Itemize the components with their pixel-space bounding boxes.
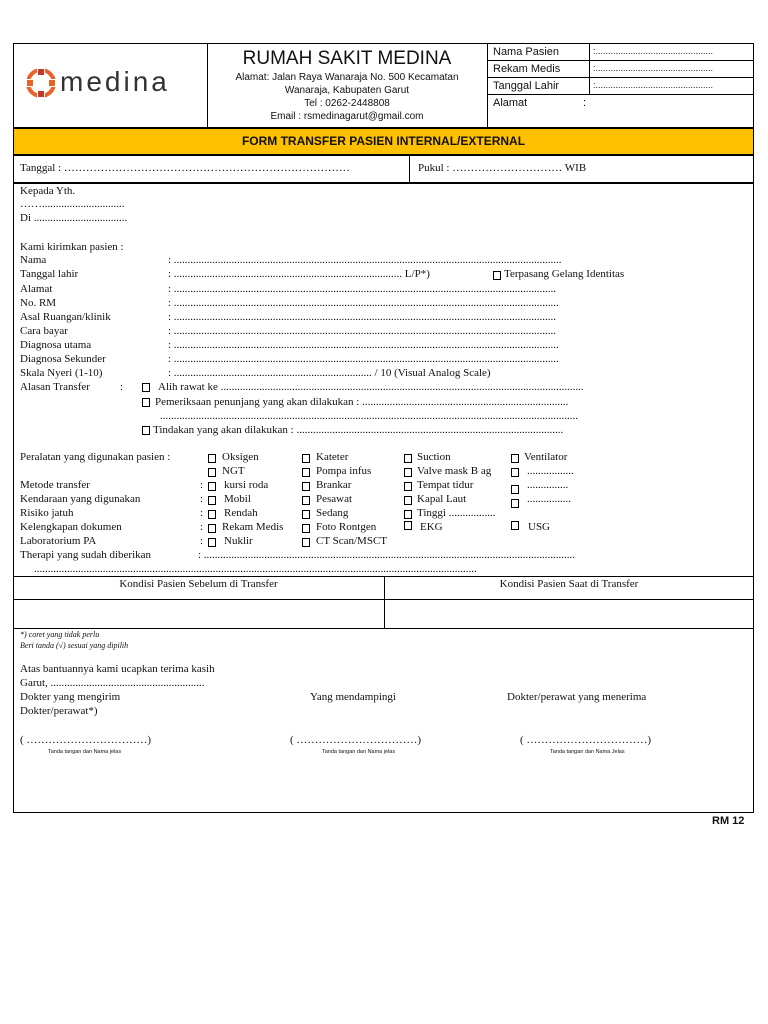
hospital-name: RUMAH SAKIT MEDINA (242, 48, 452, 69)
pemeriksaan-checkbox[interactable] (142, 398, 150, 407)
other-vehicle-checkbox[interactable] (511, 499, 519, 508)
therapy-line[interactable]: ................................................................................................................................................................. (34, 563, 477, 575)
suction-checkbox[interactable] (404, 454, 412, 463)
field-label-alamat: Alamat (20, 283, 53, 295)
pesawat-checkbox[interactable] (302, 496, 310, 505)
sender-doctor-label: Dokter yang mengirim (20, 691, 121, 703)
tindakan-checkbox[interactable] (142, 426, 150, 435)
kateter-label: Kateter (316, 451, 349, 463)
rekam-medis-checkbox[interactable] (208, 524, 216, 533)
alih-rawat-field[interactable]: Alih rawat ke .................................................................................................................................... (158, 381, 584, 393)
recipient-label: Kepada Yth. (20, 185, 76, 197)
ventilator-checkbox[interactable] (511, 454, 519, 463)
ct-scan-label: CT Scan/MSCT (316, 535, 388, 547)
other-equipment-field[interactable]: ................. (527, 465, 574, 477)
recipient-location[interactable]: Di .................................. (20, 212, 128, 224)
rekam-medis-label: Rekam Medis (222, 521, 284, 533)
valve-mask-checkbox[interactable] (404, 468, 412, 477)
pompa-infus-label: Pompa infus (316, 465, 372, 477)
tindakan-field[interactable]: Tindakan yang akan dilakukan : ................................................................................................. (153, 424, 564, 436)
pemeriksaan-line[interactable]: ........................................................................................................................................................ (160, 410, 578, 422)
foto-rontgen-label: Foto Rontgen (316, 521, 377, 533)
sedang-checkbox[interactable] (302, 510, 310, 519)
kapal-laut-label: Kapal Laut (417, 493, 467, 505)
hospital-logo (24, 66, 194, 100)
field-value-skala-nyeri[interactable]: : ........................................................................ / 10 (Visual Analog Scale) (168, 367, 491, 379)
field-label-diagnosa-sekunder: Diagnosa Sekunder (20, 353, 106, 365)
fall-risk-colon: : (200, 507, 204, 519)
mobil-label: Mobil (224, 493, 251, 505)
sender-signature-field[interactable]: ( ……………………………) (20, 734, 152, 746)
ngt-checkbox[interactable] (208, 468, 216, 477)
transfer-method-colon: : (200, 479, 204, 491)
tempat-tidur-label: Tempat tidur (417, 479, 474, 491)
laboratory-label: Laboratorium PA (20, 535, 97, 547)
documents-colon: : (200, 521, 204, 533)
form-title: FORM TRANSFER PASIEN INTERNAL/EXTERNAL (241, 134, 526, 148)
medical-record-label: Rekam Medis (493, 63, 561, 75)
field-label-nama: Nama (20, 254, 47, 266)
nuklir-checkbox[interactable] (208, 538, 216, 547)
birth-date-value[interactable]: :............................................... (593, 80, 714, 90)
condition-before-header: Kondisi Pasien Sebelum di Transfer (119, 578, 278, 590)
mobil-checkbox[interactable] (208, 496, 216, 505)
field-value-alamat[interactable]: : ........................................................................................................................................... (168, 283, 557, 295)
condition-during-header: Kondisi Pasien Saat di Transfer (499, 578, 639, 590)
companion-signature-field[interactable]: ( ……………………………) (290, 734, 422, 746)
oksigen-label: Oksigen (222, 451, 259, 463)
field-label-diagnosa-utama: Diagnosa utama (20, 339, 92, 351)
companion-signature-caption: Tanda tangan dan Nama jelas (322, 749, 396, 755)
time-field[interactable]: Pukul : ………………………… WIB (418, 162, 587, 174)
sender-signature-caption: Tanda tangan dan Nama jelas (48, 749, 122, 755)
field-label-cara-bayar: Cara bayar (20, 325, 68, 337)
oksigen-checkbox[interactable] (208, 454, 216, 463)
field-value-diagnosa-sekunder[interactable]: : ............................................................................................................................................ (168, 353, 559, 365)
birth-date-label: Tanggal Lahir (493, 80, 560, 92)
transfer-method-label: Metode transfer (20, 479, 90, 491)
medical-record-value[interactable]: :............................................... (593, 63, 714, 73)
other-method-checkbox[interactable] (511, 485, 519, 494)
pompa-infus-checkbox[interactable] (302, 468, 310, 477)
field-label-skala-nyeri: Skala Nyeri (1-10) (20, 367, 103, 379)
transfer-reason-label: Alasan Transfer (20, 381, 90, 393)
sedang-label: Sedang (316, 507, 349, 519)
kursi-roda-label: kursi roda (224, 479, 269, 491)
vehicle-label: Kendaraan yang digunakan (20, 493, 141, 505)
brankar-checkbox[interactable] (302, 482, 310, 491)
usg-label: USG (528, 521, 551, 533)
address-line2: Wanaraja, Kabupaten Garut (284, 85, 410, 96)
note-coret: *) coret yang tidak perlu (20, 630, 100, 639)
therapy-field[interactable]: : ....................................................................................................................................... (198, 549, 576, 561)
receiver-signature-caption: Tanda tangan dan Nama Jelas (550, 749, 625, 755)
thanks-text: Atas bantuannya kami ucapkan terima kasih (20, 663, 215, 675)
address-value[interactable]: : (583, 97, 587, 109)
email: Email : rsmedinagarut@gmail.com (270, 111, 424, 122)
tempat-tidur-checkbox[interactable] (404, 482, 412, 491)
vehicle-colon: : (200, 493, 204, 505)
brankar-label: Brankar (316, 479, 352, 491)
address-line1: Alamat: Jalan Raya Wanaraja No. 500 Kecamatan (235, 72, 459, 83)
kapal-laut-checkbox[interactable] (404, 496, 412, 505)
receiver-label: Dokter/perawat yang menerima (507, 691, 647, 703)
garut-date-field[interactable]: Garut, ........................................................ (20, 677, 205, 689)
laboratory-colon: : (200, 535, 204, 547)
logo-text: medina (60, 66, 170, 97)
send-patient-text: Kami kirimkan pasien : (20, 241, 124, 253)
field-value-diagnosa-utama[interactable]: : ............................................................................................................................................ (168, 339, 559, 351)
ekg-checkbox[interactable] (404, 521, 412, 530)
valve-mask-label: Valve mask B ag (417, 465, 492, 477)
kateter-checkbox[interactable] (302, 454, 310, 463)
patient-name-value[interactable]: :............................................... (593, 46, 714, 56)
field-value-tanggal-lahir[interactable]: : ................................................................................... L/P*) (168, 268, 430, 280)
note-tanda: Beri tanda (√) sesuai yang dipilih (20, 641, 129, 650)
tinggi-label: Tinggi ................. (417, 507, 496, 519)
field-value-asal-ruangan[interactable]: : ........................................................................................................................................... (168, 311, 557, 323)
transfer-reason-colon: : (120, 381, 124, 393)
therapy-label: Therapi yang sudah diberikan (20, 549, 152, 561)
ct-scan-checkbox[interactable] (302, 538, 310, 547)
medina-cross-icon (24, 66, 64, 100)
recipient-field[interactable]: …….............................. (20, 198, 125, 210)
foto-rontgen-checkbox[interactable] (302, 524, 310, 533)
field-label-tanggal-lahir: Tanggal lahir (20, 268, 79, 280)
patient-name-label: Nama Pasien (493, 46, 560, 58)
kursi-roda-checkbox[interactable] (208, 482, 216, 491)
field-value-no-rm[interactable]: : ............................................................................................................................................ (168, 297, 559, 309)
alih-rawat-checkbox[interactable] (142, 383, 150, 392)
condition-during-cell[interactable] (385, 600, 753, 627)
other-method-field[interactable]: ............... (527, 479, 569, 491)
gelang-label: Terpasang Gelang Identitas (504, 268, 625, 280)
ventilator-label: Ventilator (524, 451, 568, 463)
date-field[interactable]: Tanggal : …………………………………………………………………… (20, 162, 350, 174)
pemeriksaan-field[interactable]: Pemeriksaan penunjang yang akan dilakukan : ........................................................................... (155, 396, 569, 408)
pesawat-label: Pesawat (316, 493, 353, 505)
suction-label: Suction (417, 451, 451, 463)
sender-doctor-nurse-label: Dokter/perawat*) (20, 705, 98, 717)
rendah-label: Rendah (224, 507, 258, 519)
tinggi-checkbox[interactable] (404, 510, 412, 519)
other-equipment-checkbox[interactable] (511, 468, 519, 477)
field-value-nama[interactable]: : ............................................................................................................................................. (168, 254, 562, 266)
field-label-no-rm: No. RM (20, 297, 57, 309)
equipment-label: Peralatan yang digunakan pasien : (20, 451, 171, 463)
ekg-label: EKG (420, 521, 443, 533)
companion-label: Yang mendampingi (310, 691, 396, 703)
form-code: RM 12 (712, 815, 745, 827)
documents-label: Kelengkapan dokumen (20, 521, 122, 533)
other-vehicle-field[interactable]: ................ (527, 493, 571, 505)
field-label-asal-ruangan: Asal Ruangan/klinik (20, 311, 111, 323)
phone: Tel : 0262-2448808 (304, 98, 390, 109)
receiver-signature-field[interactable]: ( ……………………………) (520, 734, 652, 746)
nuklir-label: Nuklir (224, 535, 253, 547)
usg-checkbox[interactable] (511, 521, 519, 530)
fall-risk-label: Risiko jatuh (20, 507, 74, 519)
gelang-checkbox[interactable] (493, 271, 501, 280)
ngt-label: NGT (222, 465, 245, 477)
address-label: Alamat (493, 97, 528, 109)
field-value-cara-bayar[interactable]: : ........................................................................................................................................... (168, 325, 557, 337)
condition-before-cell[interactable] (14, 600, 383, 627)
rendah-checkbox[interactable] (208, 510, 216, 519)
